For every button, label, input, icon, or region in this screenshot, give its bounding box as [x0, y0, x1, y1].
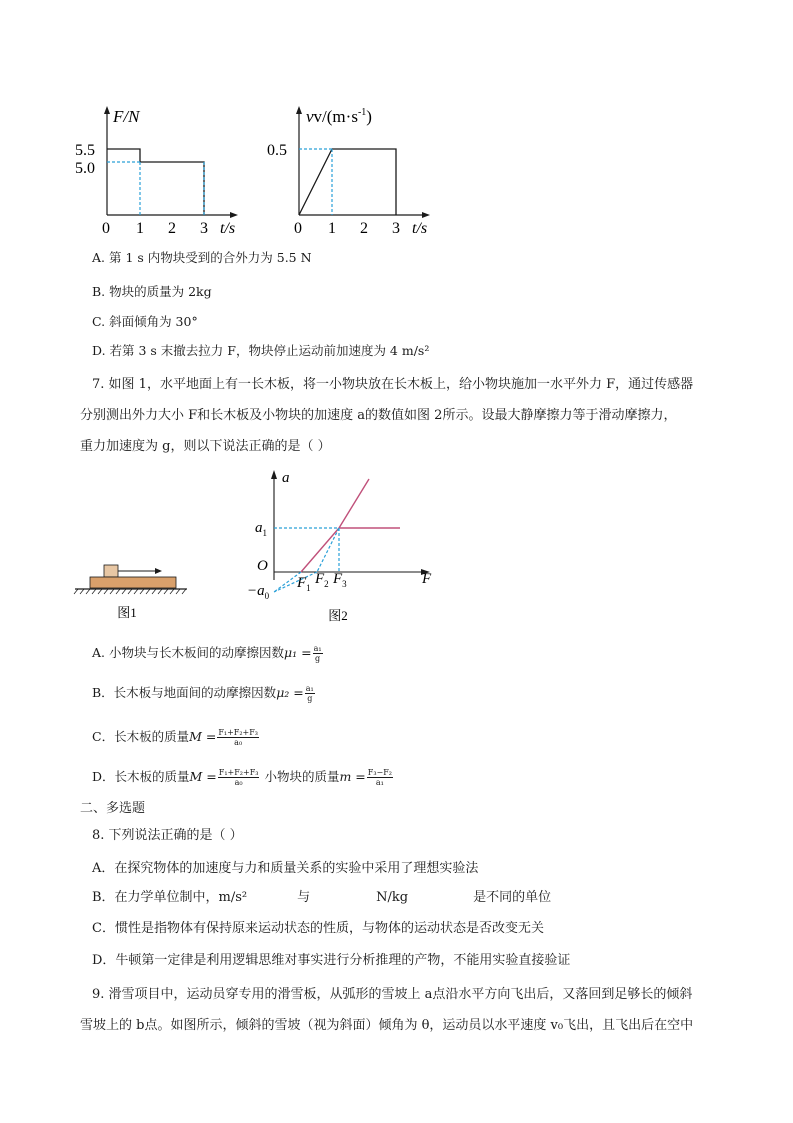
fig2-x-label: F [422, 571, 432, 587]
f-graph-x-tick-2: 2 [168, 220, 176, 237]
q6-option-a: A. 第 1 s 内物块受到的合外力为 5.5 N [92, 250, 312, 265]
fig2-f3-label: $F_3$ [333, 571, 347, 589]
q8-option-a: A．在探究物体的加速度与力和质量关系的实验中采用了理想实验法 [92, 861, 479, 876]
q7-stem-line3: 重力加速度为 g，则以下说法正确的是（ ） [80, 439, 331, 454]
f-graph-x-tick-0: 0 [102, 220, 110, 237]
v-graph-y-title: $vv/(m\cdot s^{-1})$ [306, 107, 372, 126]
velocity-time-graph [262, 100, 442, 240]
q7-option-b: B．长木板与地面间的动摩擦因数μ₂ = $\frac{\text{a₁}}{g}$ [92, 684, 314, 703]
fig2-f2-label: $F_2$ [315, 571, 329, 589]
v-graph-y-arrow [296, 106, 302, 114]
force-arrow-head [155, 568, 162, 574]
v-graph-x-arrow [422, 212, 430, 218]
fig2-f1-label: $F_1$ [297, 575, 311, 593]
fig2-y-arrow [271, 470, 277, 479]
q6-option-d: D. 若第 3 s 末撤去拉力 F，物块停止运动前加速度为 4 m/s² [92, 343, 430, 358]
v-graph-y-tick-0.5: 0.5 [267, 142, 287, 159]
f-graph-x-tick-1: 1 [136, 220, 144, 237]
v-graph-x-tick-1: 1 [328, 220, 336, 237]
q8-option-d: D．牛顿第一定律是利用逻辑思维对事实进行分析推理的产物，不能用实验直接验证 [92, 953, 571, 968]
figure1-board-block [72, 555, 187, 625]
figure2-caption: 图2 [328, 608, 348, 623]
q9-stem-line2: 雪坡上的 b点。如图所示，倾斜的雪坡（视为斜面）倾角为 θ，运动员以水平速度 v₀飞出，且飞出后在空中 [80, 1018, 694, 1033]
ground-hatch [74, 589, 186, 594]
q8-option-b: B．在力学单位制中，m/s² 与 N/kg 是不同的单位 [92, 890, 552, 905]
f-graph-y-tick-5.5: 5.5 [75, 142, 95, 159]
q7-option-d: D．长木板的质量M = $\frac{\text{F₁+F₂+F₃}}{\text{a₀}}$ 小物块的质量m = $\frac{\text{F₃−F₂}}{\text{a₁}}$ [92, 768, 392, 787]
small-block [104, 565, 118, 577]
f-graph-x-tick-3: 3 [200, 220, 208, 237]
force-time-graph [70, 100, 250, 240]
f-graph-y-arrow [104, 106, 110, 114]
section-heading-multi-choice: 二、多选题 [80, 801, 146, 816]
figure2-a-f-graph [240, 462, 440, 625]
long-board [90, 577, 176, 588]
q8-stem: 8. 下列说法正确的是（ ） [92, 828, 243, 843]
fig2-neg-a0-label: $-a_0$ [247, 583, 270, 601]
v-graph-x-tick-2: 2 [360, 220, 368, 237]
v-graph-line [299, 149, 396, 215]
q7-stem-line1: 7. 如图 1，水平地面上有一长木板，将一小物块放在长木板上，给小物块施加一水平外力 F，通过传感器 [92, 377, 694, 392]
fig2-a1-label: $a_1$ [255, 520, 267, 538]
f-graph-step-line [107, 149, 204, 215]
v-graph-x-tick-0: 0 [294, 220, 302, 237]
fig2-origin: O [257, 558, 268, 574]
q7-option-a: A. 小物块与长木板间的动摩擦因数μ₁ = $\frac{\text{a₁}}{g}$ [92, 644, 322, 663]
fig2-y-label: a [282, 470, 290, 486]
v-graph-x-title: t/s [412, 220, 428, 237]
q7-option-c: C．长木板的质量M = $\frac{\text{F₁+F₂+F₃}}{\text{a₀}}$ [92, 728, 259, 747]
q6-option-b: B. 物块的质量为 2kg [92, 284, 212, 299]
f-graph-x-arrow [230, 212, 238, 218]
fig2-segment-steep [339, 479, 369, 528]
q7-stem-line2: 分别测出外力大小 F和长木板及小物块的加速度 a的数值如图 2所示。设最大静摩擦力等于滑动摩擦力， [80, 408, 677, 423]
f-graph-y-tick-5.0: 5.0 [75, 160, 95, 177]
v-graph-x-tick-3: 3 [392, 220, 400, 237]
f-graph-y-title: F/N [113, 107, 140, 126]
q6-option-c: C. 斜面倾角为 30° [92, 314, 198, 329]
q8-option-c: C．惯性是指物体有保持原来运动状态的性质，与物体的运动状态是否改变无关 [92, 921, 544, 936]
f-graph-x-title: t/s [220, 220, 236, 237]
figure1-caption: 图1 [117, 605, 137, 620]
q9-stem-line1: 9. 滑雪项目中，运动员穿专用的滑雪板，从弧形的雪坡上 a点沿水平方向飞出后，又落回到足够长的倾斜 [92, 987, 693, 1002]
